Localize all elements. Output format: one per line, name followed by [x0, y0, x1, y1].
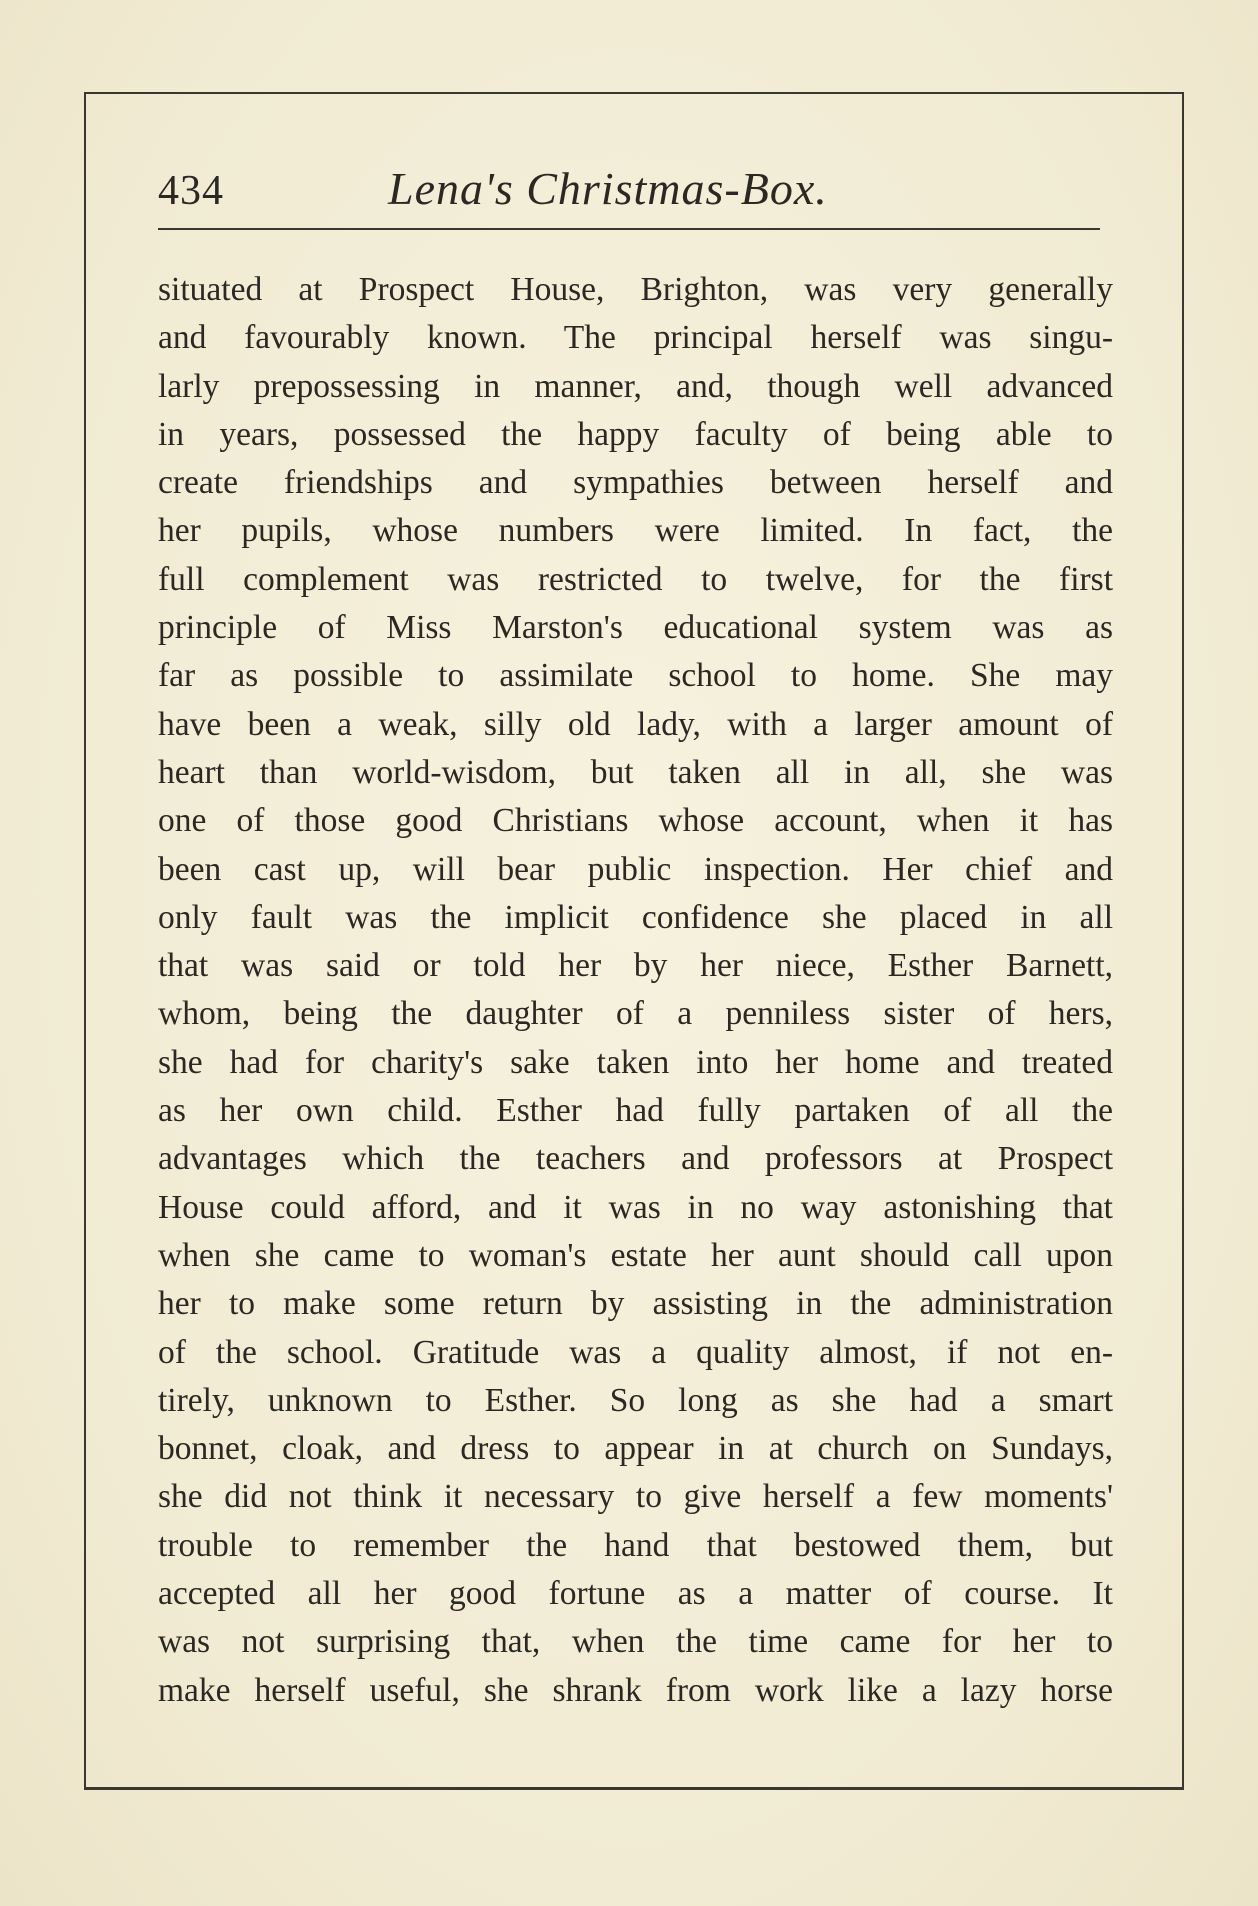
text-line: as her own child. Esther had fully partaken of all the [158, 1092, 1113, 1130]
text-line: been cast up, will bear public inspection. Her chief and [158, 850, 1113, 888]
text-line: she did not think it necessary to give herself a few moments' [158, 1478, 1113, 1516]
page-number: 434 [158, 168, 224, 214]
text-line: and favourably known. The principal herself was singu- [158, 319, 1113, 357]
text-line: when she came to woman's estate her aunt should call upon [158, 1236, 1113, 1274]
text-line: advantages which the teachers and professors at Prospect [158, 1140, 1113, 1178]
text-line: bonnet, cloak, and dress to appear in at church on Sundays, [158, 1430, 1113, 1468]
text-line: her to make some return by assisting in the administration [158, 1285, 1113, 1323]
text-line: whom, being the daughter of a penniless sister of hers, [158, 995, 1113, 1033]
text-line: that was said or told her by her niece, Esther Barnett, [158, 947, 1113, 985]
text-line: far as possible to assimilate school to home. She may [158, 657, 1113, 695]
text-line: tirely, unknown to Esther. So long as she had a smart [158, 1381, 1113, 1419]
text-line: House could afford, and it was in no way astonishing that [158, 1188, 1113, 1226]
header-rule [158, 228, 1100, 230]
text-line: her pupils, whose numbers were limited. In fact, the [158, 512, 1113, 550]
text-line: accepted all her good fortune as a matter of course. It [158, 1575, 1113, 1613]
text-line: heart than world-wisdom, but taken all in all, she was [158, 753, 1113, 791]
text-line: of the school. Gratitude was a quality almost, if not en- [158, 1333, 1113, 1371]
text-line: trouble to remember the hand that bestowed them, but [158, 1526, 1113, 1564]
text-line: one of those good Christians whose account, when it has [158, 802, 1113, 840]
text-line: principle of Miss Marston's educational system was as [158, 609, 1113, 647]
text-line: only fault was the implicit confidence she placed in all [158, 898, 1113, 936]
text-line: make herself useful, she shrank from work like a lazy horse [158, 1671, 1113, 1709]
text-line: have been a weak, silly old lady, with a larger amount of [158, 705, 1113, 743]
running-title: Lena's Christmas-Box. [388, 163, 828, 214]
text-line: create friendships and sympathies between herself and [158, 464, 1113, 502]
text-line: in years, possessed the happy faculty of being able to [158, 415, 1113, 453]
text-line: situated at Prospect House, Brighton, was very generally [158, 271, 1113, 308]
text-line: she had for charity's sake taken into her home and treated [158, 1043, 1113, 1081]
text-line: full complement was restricted to twelve, for the first [158, 560, 1113, 598]
text-line: larly prepossessing in manner, and, though well advanced [158, 367, 1113, 405]
text-line: was not surprising that, when the time came for her to [158, 1623, 1113, 1661]
body-text [158, 266, 1113, 1715]
page-header [158, 158, 1100, 228]
